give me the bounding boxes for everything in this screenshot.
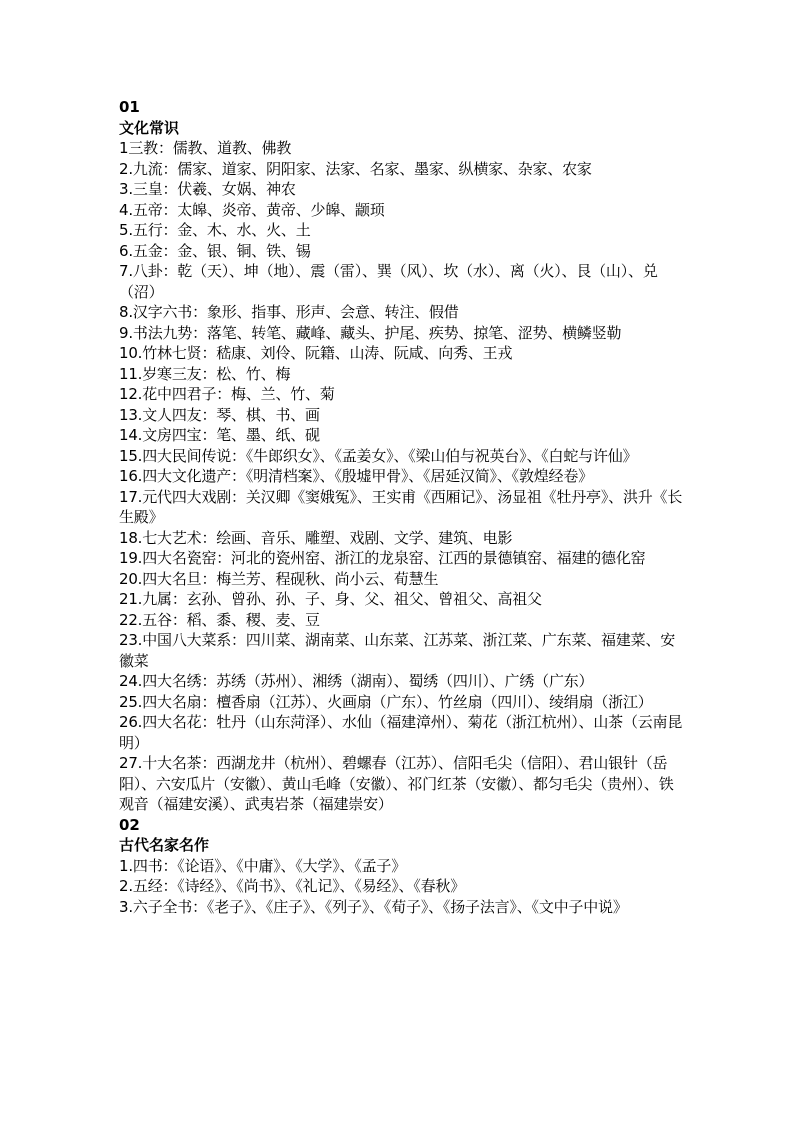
list-item: 27.十大名茶：西湖龙井（杭州）、碧螺春（江苏）、信阳毛尖（信阳）、君山银针（岳阳）、六安瓜片（安徽）、黄山毛峰（安徽）、祁门红茶（安徽）、都匀毛尖（贵州）、铁观音（福建安溪）、武夷岩茶（福建崇安） [119, 754, 674, 813]
list-item: 11.岁寒三友：松、竹、梅 [119, 364, 291, 383]
list-item: 1.四书：《论语》、《中庸》、《大学》、《孟子》 [119, 856, 407, 875]
list-item: 3.三皇：伏羲、女娲、神农 [119, 180, 296, 198]
section-title: 文化常识 [119, 118, 180, 137]
list-item: 17.元代四大戏剧：关汉卿《窦娥冤》、王实甫《西厢记》、汤显祖《牡丹亭》、洪升《长生殿》 [119, 487, 683, 526]
list-item: 16.四大文化遗产：《明清档案》、《殷墟甲骨》、《居延汉简》、《敦煌经卷》 [119, 467, 593, 485]
list-item: 1三教：儒教、道教、佛教 [119, 139, 292, 157]
list-item: 14.文房四宝：笔、墨、纸、砚 [119, 426, 320, 444]
list-item: 3.六子全书：《老子》、《庄子》、《列子》、《荀子》、《扬子法言》、《文中子中说》 [119, 897, 628, 916]
list-item: 18.七大艺术：绘画、音乐、雕塑、戏剧、文学、建筑、电影 [119, 528, 513, 547]
section-number: 02 [119, 815, 140, 834]
list-item: 10.竹林七贤：嵇康、刘伶、阮籍、山涛、阮咸、向秀、王戎 [119, 344, 513, 362]
list-item: 4.五帝：太皞、炎帝、黄帝、少皞、颛顼 [119, 200, 385, 219]
item-list [119, 856, 684, 918]
list-item: 26.四大名花：牡丹（山东菏泽）、水仙（福建漳州）、菊花（浙江杭州）、山茶（云南昆明） [119, 713, 683, 752]
section-01 [119, 97, 684, 815]
list-item: 25.四大名扇：檀香扇（江苏）、火画扇（广东）、竹丝扇（四川）、绫绢扇（浙江） [119, 692, 653, 711]
list-item: 21.九属：玄孙、曾孙、孙、子、身、父、祖父、曾祖父、高祖父 [119, 590, 542, 608]
list-item: 19.四大名瓷窑：河北的瓷州窑、浙江的龙泉窑、江西的景德镇窑、福建的德化窑 [119, 549, 646, 567]
list-item: 12.花中四君子：梅、兰、竹、菊 [119, 385, 335, 403]
list-item: 23.中国八大菜系：四川菜、湖南菜、山东菜、江苏菜、浙江菜、广东菜、福建菜、安徽菜 [119, 631, 676, 670]
list-item: 2.五经：《诗经》、《尚书》、《礼记》、《易经》、《春秋》 [119, 877, 466, 895]
list-item: 6.五金：金、银、铜、铁、锡 [119, 241, 311, 260]
list-item: 8.汉字六书：象形、指事、形声、会意、转注、假借 [119, 303, 459, 321]
list-item: 13.文人四友：琴、棋、书、画 [119, 405, 320, 424]
item-list [119, 138, 684, 815]
list-item: 9.书法九势：落笔、转笔、藏峰、藏头、护尾、疾势、掠笔、涩势、横鳞竖勒 [119, 323, 622, 342]
list-item: 7.八卦：乾（天）、坤（地）、震（雷）、巽（风）、坎（水）、离（火）、艮（山）、兑（沼） [119, 262, 658, 301]
document-page [119, 97, 684, 917]
section-02 [119, 815, 684, 918]
list-item: 5.五行：金、木、水、火、土 [119, 221, 311, 239]
list-item: 15.四大民间传说：《牛郎织女》、《孟姜女》、《梁山伯与祝英台》、《白蛇与许仙》 [119, 446, 638, 465]
section-number: 01 [119, 98, 140, 116]
section-title: 古代名家名作 [119, 836, 210, 854]
list-item: 24.四大名绣：苏绣（苏州）、湘绣（湖南）、蜀绣（四川）、广绣（广东） [119, 672, 594, 690]
list-item: 20.四大名旦：梅兰芳、程砚秋、尚小云、荀慧生 [119, 569, 439, 588]
list-item: 22.五谷：稻、黍、稷、麦、豆 [119, 610, 320, 629]
list-item: 2.九流：儒家、道家、阴阳家、法家、名家、墨家、纵横家、杂家、农家 [119, 159, 592, 178]
